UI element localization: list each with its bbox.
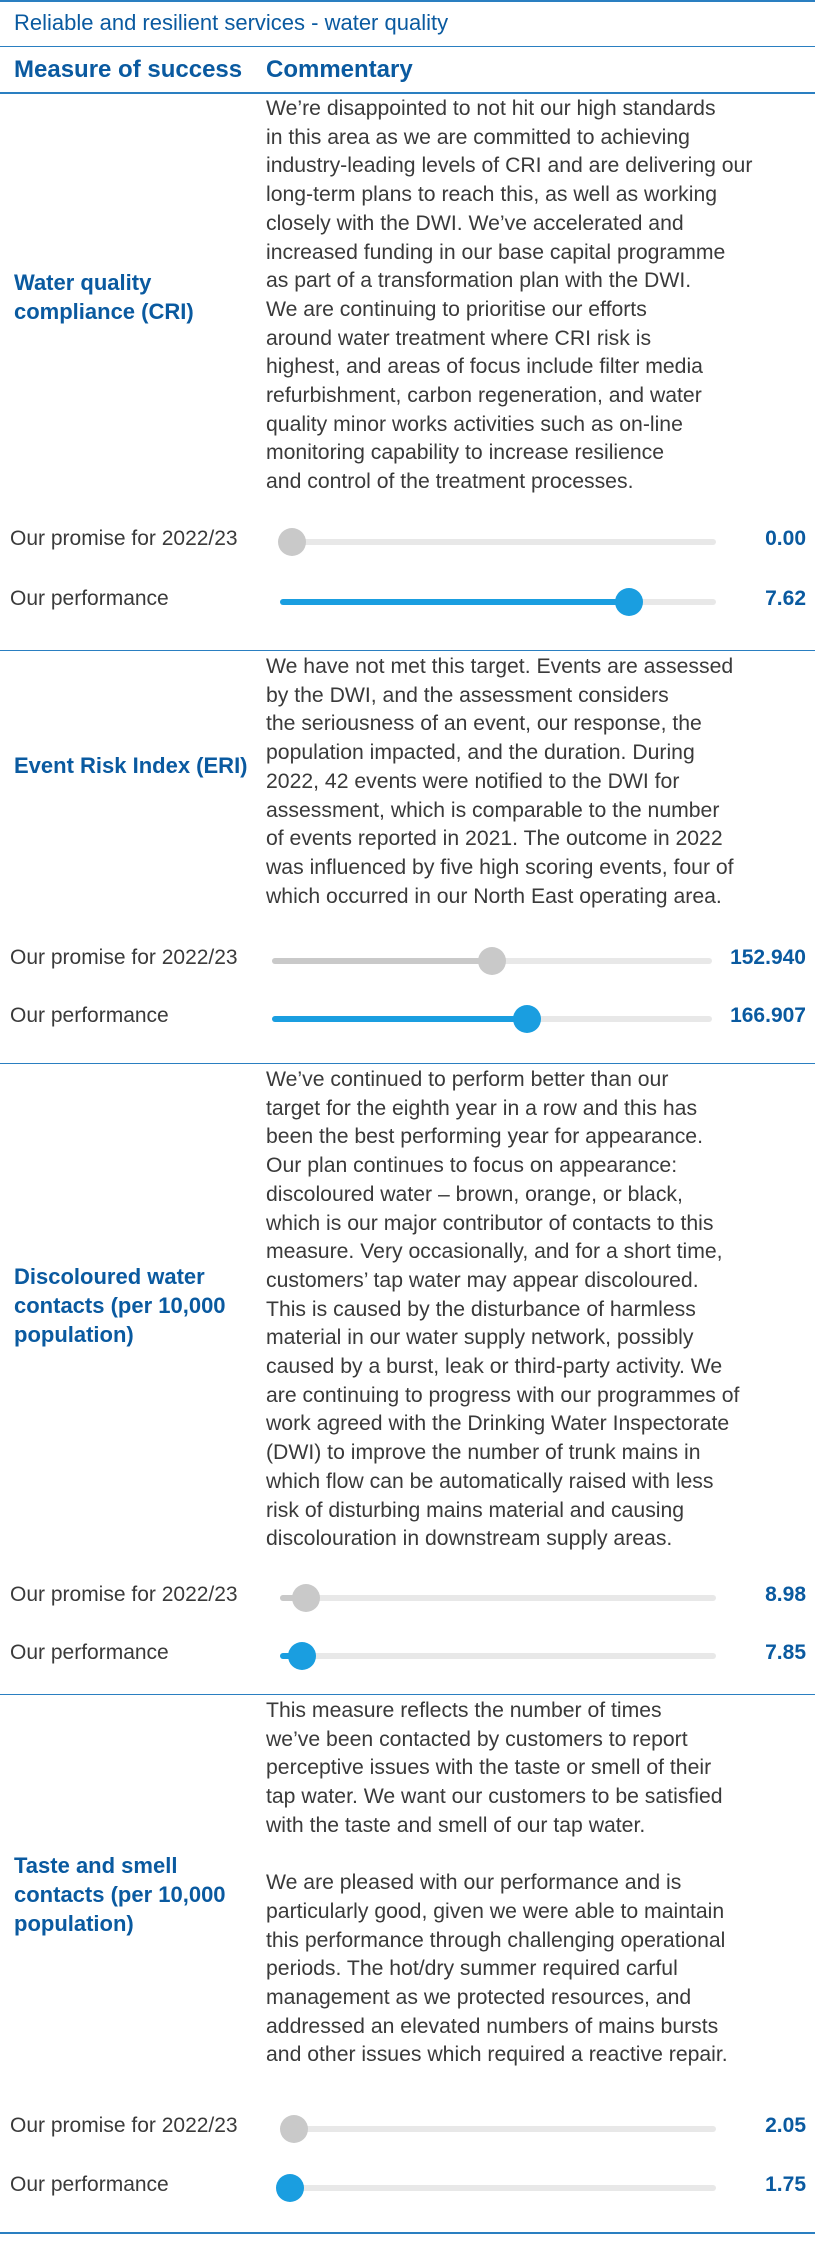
commentary-text: We have not met this target. Events are assessed by the DWI, and the assessment considers the seriousness of an event, our response, the population impacted, and the duration. During 2022, 42 events were notified to the DWI for assessment, which is comparable to the number of events reported in 2021. The outcome in 2022 was influenced by five high scoring events, four of which occurred in our North East operating area.: [266, 655, 734, 908]
slider-knob: [288, 1642, 316, 1670]
promise-slider: [285, 2126, 716, 2132]
performance-value: 7.62: [765, 587, 806, 610]
commentary-text: We’re disappointed to not hit our high standards in this area as we are committed to achieving industry-leading levels of CRI and are delivering our long-term plans to reach this, as well as working closely with the DWI. We’ve accelerated and increased funding in our base capital programme as part of a transformation plan with the DWI. We are continuing to prioritise our efforts around water treatment where CRI risk is highest, and areas of focus include filter media refurbishment, carbon regeneration, and water quality minor works activities such as on-line monitoring capability to increase resilience and control of the treatment processes.: [266, 97, 753, 494]
title-rule: [0, 46, 815, 47]
performance-slider: [280, 1653, 716, 1659]
promise-slider: [280, 1595, 716, 1601]
section-divider: [0, 1063, 815, 1064]
performance-value: 7.85: [765, 1641, 806, 1664]
slider-knob: [513, 1005, 541, 1033]
slider-knob: [292, 1584, 320, 1612]
promise-label: Our promise for 2022/23: [10, 527, 238, 550]
commentary-text: We’ve continued to perform better than our target for the eighth year in a row and this has been the best performing year for appearance. Our plan continues to focus on appearance: discoloured water – brown, orange, or black, which is our major contributor of contacts to this measure. Very occasionally, and for a short time, customers’ tap water may appear discoloured. This is caused by the disturbance of harmless material in our water supply network, possibly caused by a burst, leak or third-party activity. We are continuing to progress with our programmes of work agreed with the Drinking Water Inspectorate (DWI) to improve the number of trunk mains in which flow can be automatically raised with less risk of disturbing mains material and causing discolouration in downstream supply areas.: [266, 1068, 740, 1551]
measure-name: Event Risk Index (ERI): [14, 753, 248, 778]
promise-label: Our promise for 2022/23: [10, 946, 238, 969]
promise-value: 2.05: [765, 2114, 806, 2137]
performance-label: Our performance: [10, 2173, 169, 2196]
measure-name: Water quality compliance (CRI): [14, 270, 194, 324]
slider-fill: [272, 958, 492, 964]
performance-label: Our performance: [10, 1641, 169, 1664]
slider-knob: [478, 947, 506, 975]
header-rule: [0, 92, 815, 94]
performance-slider: [280, 599, 716, 605]
performance-label: Our performance: [10, 1004, 169, 1027]
performance-slider: [272, 1016, 712, 1022]
slider-knob: [278, 528, 306, 556]
slider-knob: [280, 2115, 308, 2143]
performance-value: 166.907: [730, 1004, 806, 1027]
promise-value: 8.98: [765, 1583, 806, 1606]
performance-slider: [290, 2185, 716, 2191]
bottom-rule: [0, 2232, 815, 2234]
page-title: Reliable and resilient services - water quality: [14, 10, 449, 35]
slider-fill: [272, 1016, 527, 1022]
slider-fill: [280, 599, 629, 605]
slider-knob: [615, 588, 643, 616]
measure-name: Taste and smell contacts (per 10,000 population): [14, 1853, 226, 1936]
slider-knob: [276, 2174, 304, 2202]
commentary-header: Commentary: [266, 56, 413, 83]
promise-label: Our promise for 2022/23: [10, 2114, 238, 2137]
promise-value: 152.940: [730, 946, 806, 969]
promise-label: Our promise for 2022/23: [10, 1583, 238, 1606]
promise-value: 0.00: [765, 527, 806, 550]
section-divider: [0, 1694, 815, 1695]
top-rule: [0, 0, 815, 2]
commentary-text: This measure reflects the number of times we’ve been contacted by customers to report perceptive issues with the taste or smell of their tap water. We want our customers to be satisfied with the taste and smell of our tap water. We are pleased with our performance and is particularly good, given we were able to maintain this performance through challenging operational periods. The hot/dry summer required carful management as we protected resources, and addressed an elevated numbers of mains bursts and other issues which required a reactive repair.: [266, 1699, 728, 2067]
promise-slider: [272, 958, 712, 964]
measure-header: Measure of success: [14, 56, 243, 83]
performance-label: Our performance: [10, 587, 169, 610]
measure-name: Discoloured water contacts (per 10,000 population): [14, 1264, 226, 1347]
section-divider: [0, 650, 815, 651]
performance-value: 1.75: [765, 2173, 806, 2196]
promise-slider: [292, 539, 716, 545]
